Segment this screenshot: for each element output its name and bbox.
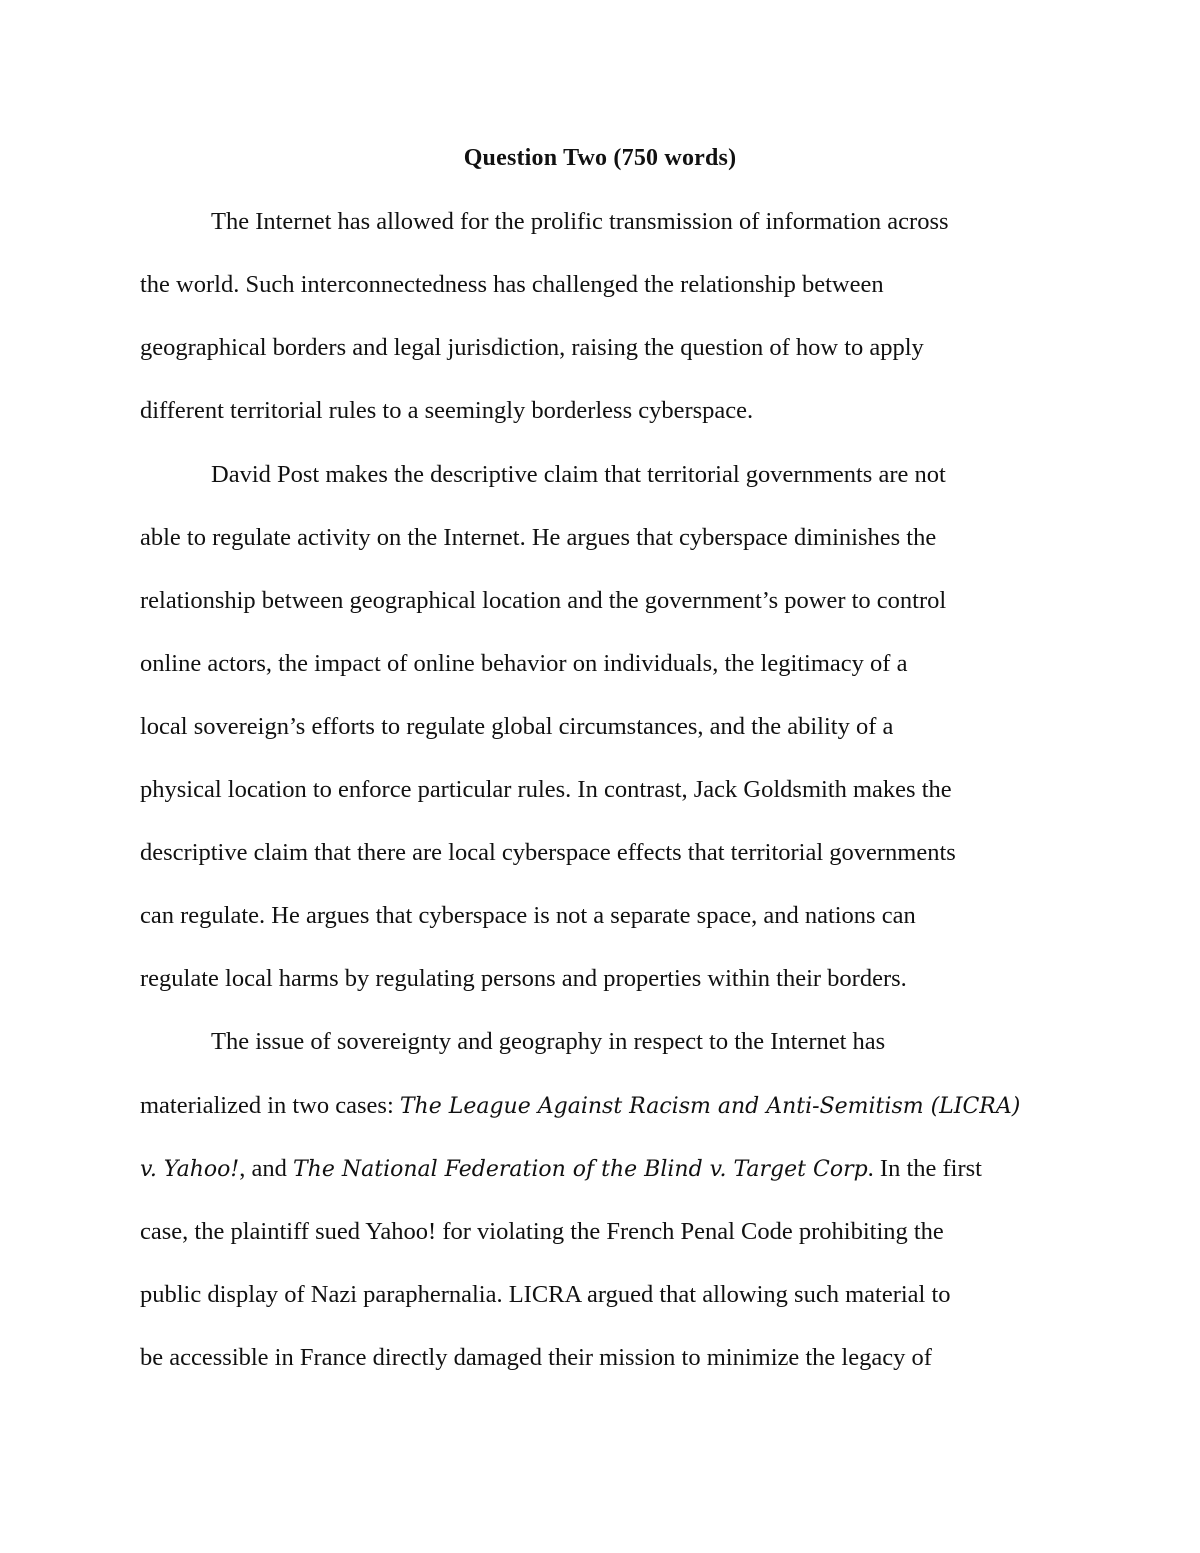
paragraph-line: the world. Such interconnectedness has challenged the relationship between (140, 271, 884, 298)
paragraph-line: different territorial rules to a seemingly borderless cyberspace. (140, 397, 754, 424)
paragraph-line: The issue of sovereignty and geography in respect to the Internet has (211, 1028, 886, 1055)
paragraph-line: relationship between geographical location and the government’s power to control (140, 587, 947, 614)
paragraph-line: David Post makes the descriptive claim that territorial governments are not (211, 461, 946, 488)
paragraph-line: physical location to enforce particular rules. In contrast, Jack Goldsmith makes the (140, 776, 952, 803)
paragraph-line: geographical borders and legal jurisdiction, raising the question of how to apply (140, 334, 924, 361)
paragraph-line: regulate local harms by regulating persons and properties within their borders. (140, 965, 907, 992)
paragraph-line: local sovereign’s efforts to regulate global circumstances, and the ability of a (140, 713, 894, 740)
plain-text: materialized in two cases: (140, 1092, 400, 1119)
paragraph-line: descriptive claim that there are local cyberspace effects that territorial governments (140, 839, 956, 866)
case-name-italic: The National Federation of the Blind v. Target Corp (293, 1157, 868, 1182)
paragraph-line (140, 1149, 982, 1190)
paragraph-line: able to regulate activity on the Internet. He argues that cyberspace diminishes the (140, 524, 937, 551)
case-name-italic: The League Against Racism and Anti-Semitism (LICRA) (399, 1094, 1021, 1119)
plain-text: . In the first (867, 1155, 982, 1182)
paragraph-line: public display of Nazi paraphernalia. LICRA argued that allowing such material to (140, 1281, 951, 1308)
paragraph-line: case, the plaintiff sued Yahoo! for violating the French Penal Code prohibiting the (140, 1218, 944, 1245)
paragraph-line (140, 1086, 1020, 1127)
paragraph-line: be accessible in France directly damaged their mission to minimize the legacy of (140, 1344, 932, 1371)
paragraph-line: online actors, the impact of online behavior on individuals, the legitimacy of a (140, 650, 908, 677)
paragraph-line: can regulate. He argues that cyberspace is not a separate space, and nations can (140, 902, 916, 929)
document-title: Question Two (750 words) (463, 145, 737, 171)
paragraph-line: The Internet has allowed for the prolific transmission of information across (211, 208, 949, 235)
case-name-italic: v. Yahoo! (140, 1157, 240, 1182)
plain-text: , and (239, 1155, 293, 1182)
